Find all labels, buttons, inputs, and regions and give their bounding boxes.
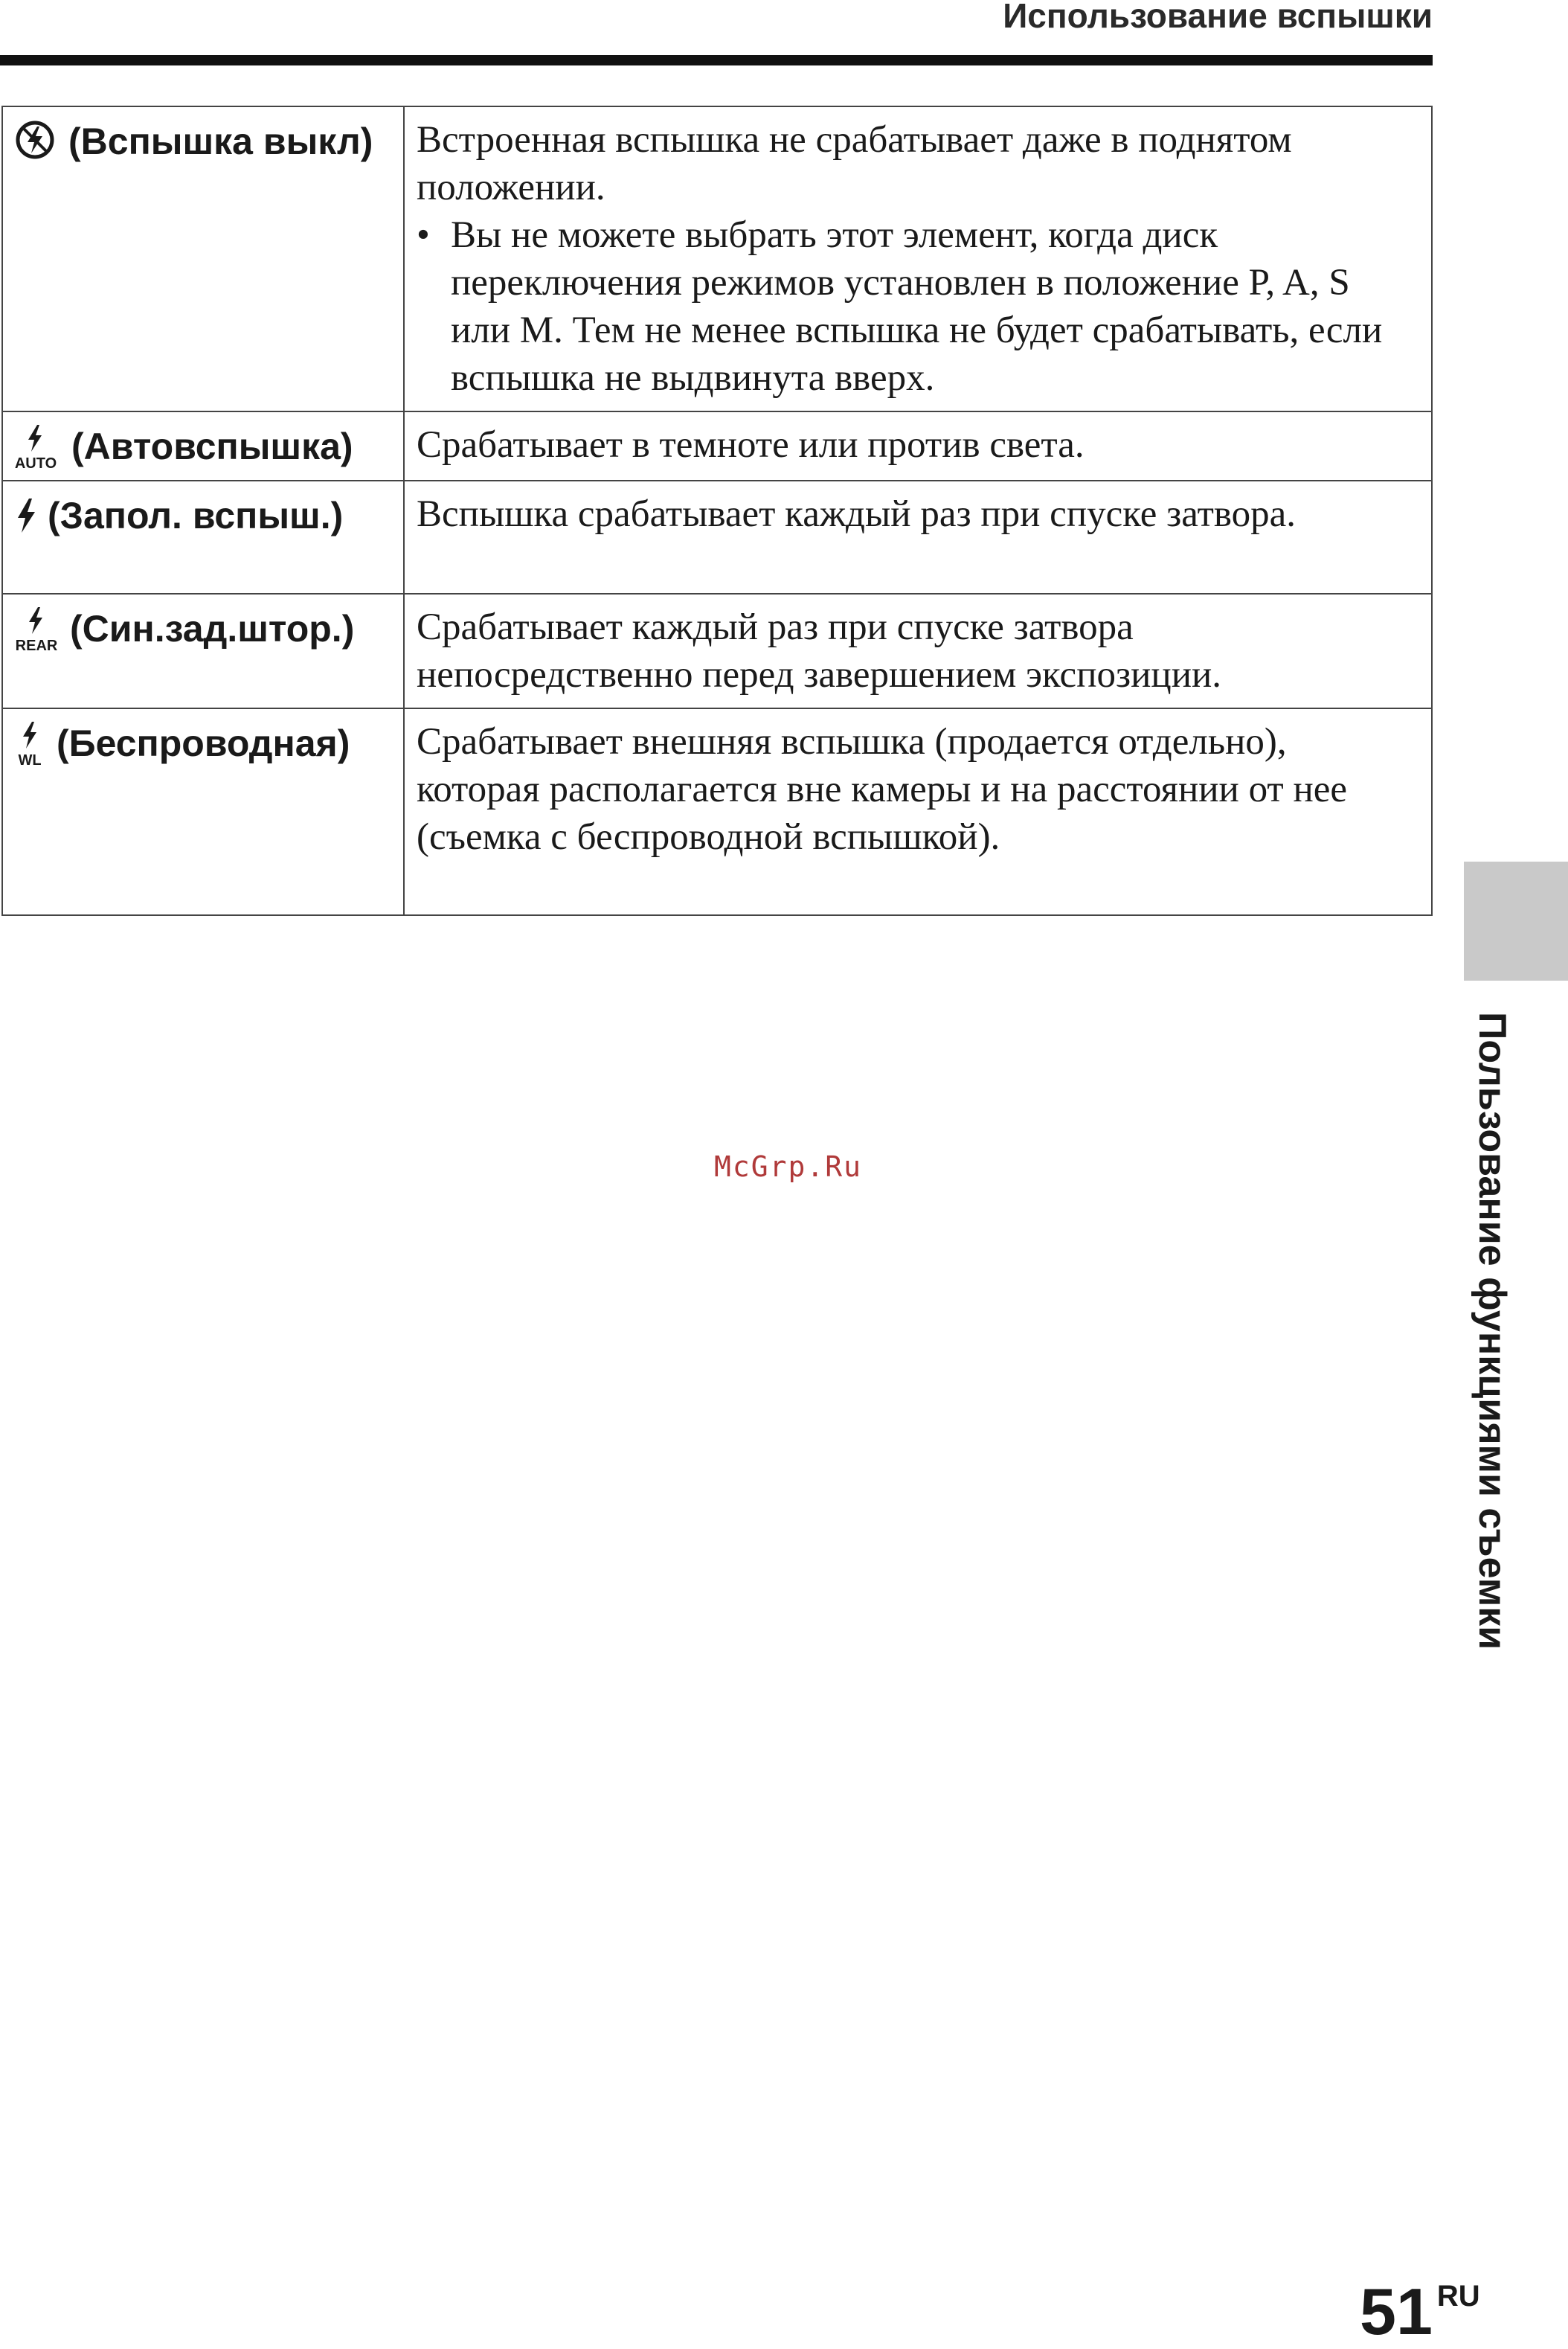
mode-label: (Автовспышка) [71,426,353,467]
bullet-icon: • [417,214,430,256]
mode-label: (Вспышка выкл) [68,121,373,162]
description-cell [404,708,1432,915]
flash-off-icon [15,120,55,160]
flash-wl-label: WL [18,752,42,766]
table-row [2,708,1432,915]
bullet-text: Вы не можете выбрать этот элемент, когда диск переключения режимов установлен в положение P, A, S или M. Тем не менее вспышка не будет срабатывать, если вспышка не выдвинута вверх. [451,214,1383,399]
description-cell [404,411,1432,481]
flash-auto-icon [15,423,57,470]
description-text: Срабатывает каждый раз при спуске затвора непосредственно перед завершением экспозиции. [417,606,1222,696]
description-cell [404,106,1432,411]
mode-cell [2,481,404,594]
section-title-vertical: Пользование функциями съемки [1471,1012,1514,1650]
page-header-title: Использование вспышки [1003,0,1433,35]
table-row [2,481,1432,594]
bullet-note [417,211,1416,402]
header-rule [0,55,1433,65]
mode-cell [2,411,404,481]
watermark: McGrp.Ru [714,1150,863,1183]
flash-rear-sync-icon [15,606,58,652]
page-language-suffix: RU [1436,2280,1480,2313]
flash-auto-label: AUTO [15,455,57,470]
table-row [2,594,1432,708]
mode-cell [2,106,404,411]
description-text: Встроенная вспышка не срабатывает даже в поднятом положении. [417,119,1292,208]
mode-cell [2,708,404,915]
section-tab [1464,862,1568,981]
flash-mode-table [1,106,1433,916]
description-cell [404,594,1432,708]
page-number-value: 51 [1360,2275,1433,2348]
mode-cell [2,594,404,708]
mode-label: (Син.зад.штор.) [70,607,355,650]
mode-label: (Запол. вспыш.) [48,494,344,536]
table-row [2,106,1432,411]
flash-fill-icon [15,497,37,534]
description-cell [404,481,1432,594]
table-row [2,411,1432,481]
description-text: Вспышка срабатывает каждый раз при спуске затвора. [417,493,1297,535]
page-number [1360,2259,1480,2349]
description-text: Срабатывает в темноте или против света. [417,424,1085,466]
description-text: Срабатывает внешняя вспышка (продается отдельно), которая располагается вне камеры и на расстоянии от нее (съемка с беспроводной вспышкой). [417,720,1348,858]
flash-rear-label: REAR [15,637,58,652]
mode-label: (Беспроводная) [57,722,350,764]
flash-wireless-icon [15,720,45,766]
